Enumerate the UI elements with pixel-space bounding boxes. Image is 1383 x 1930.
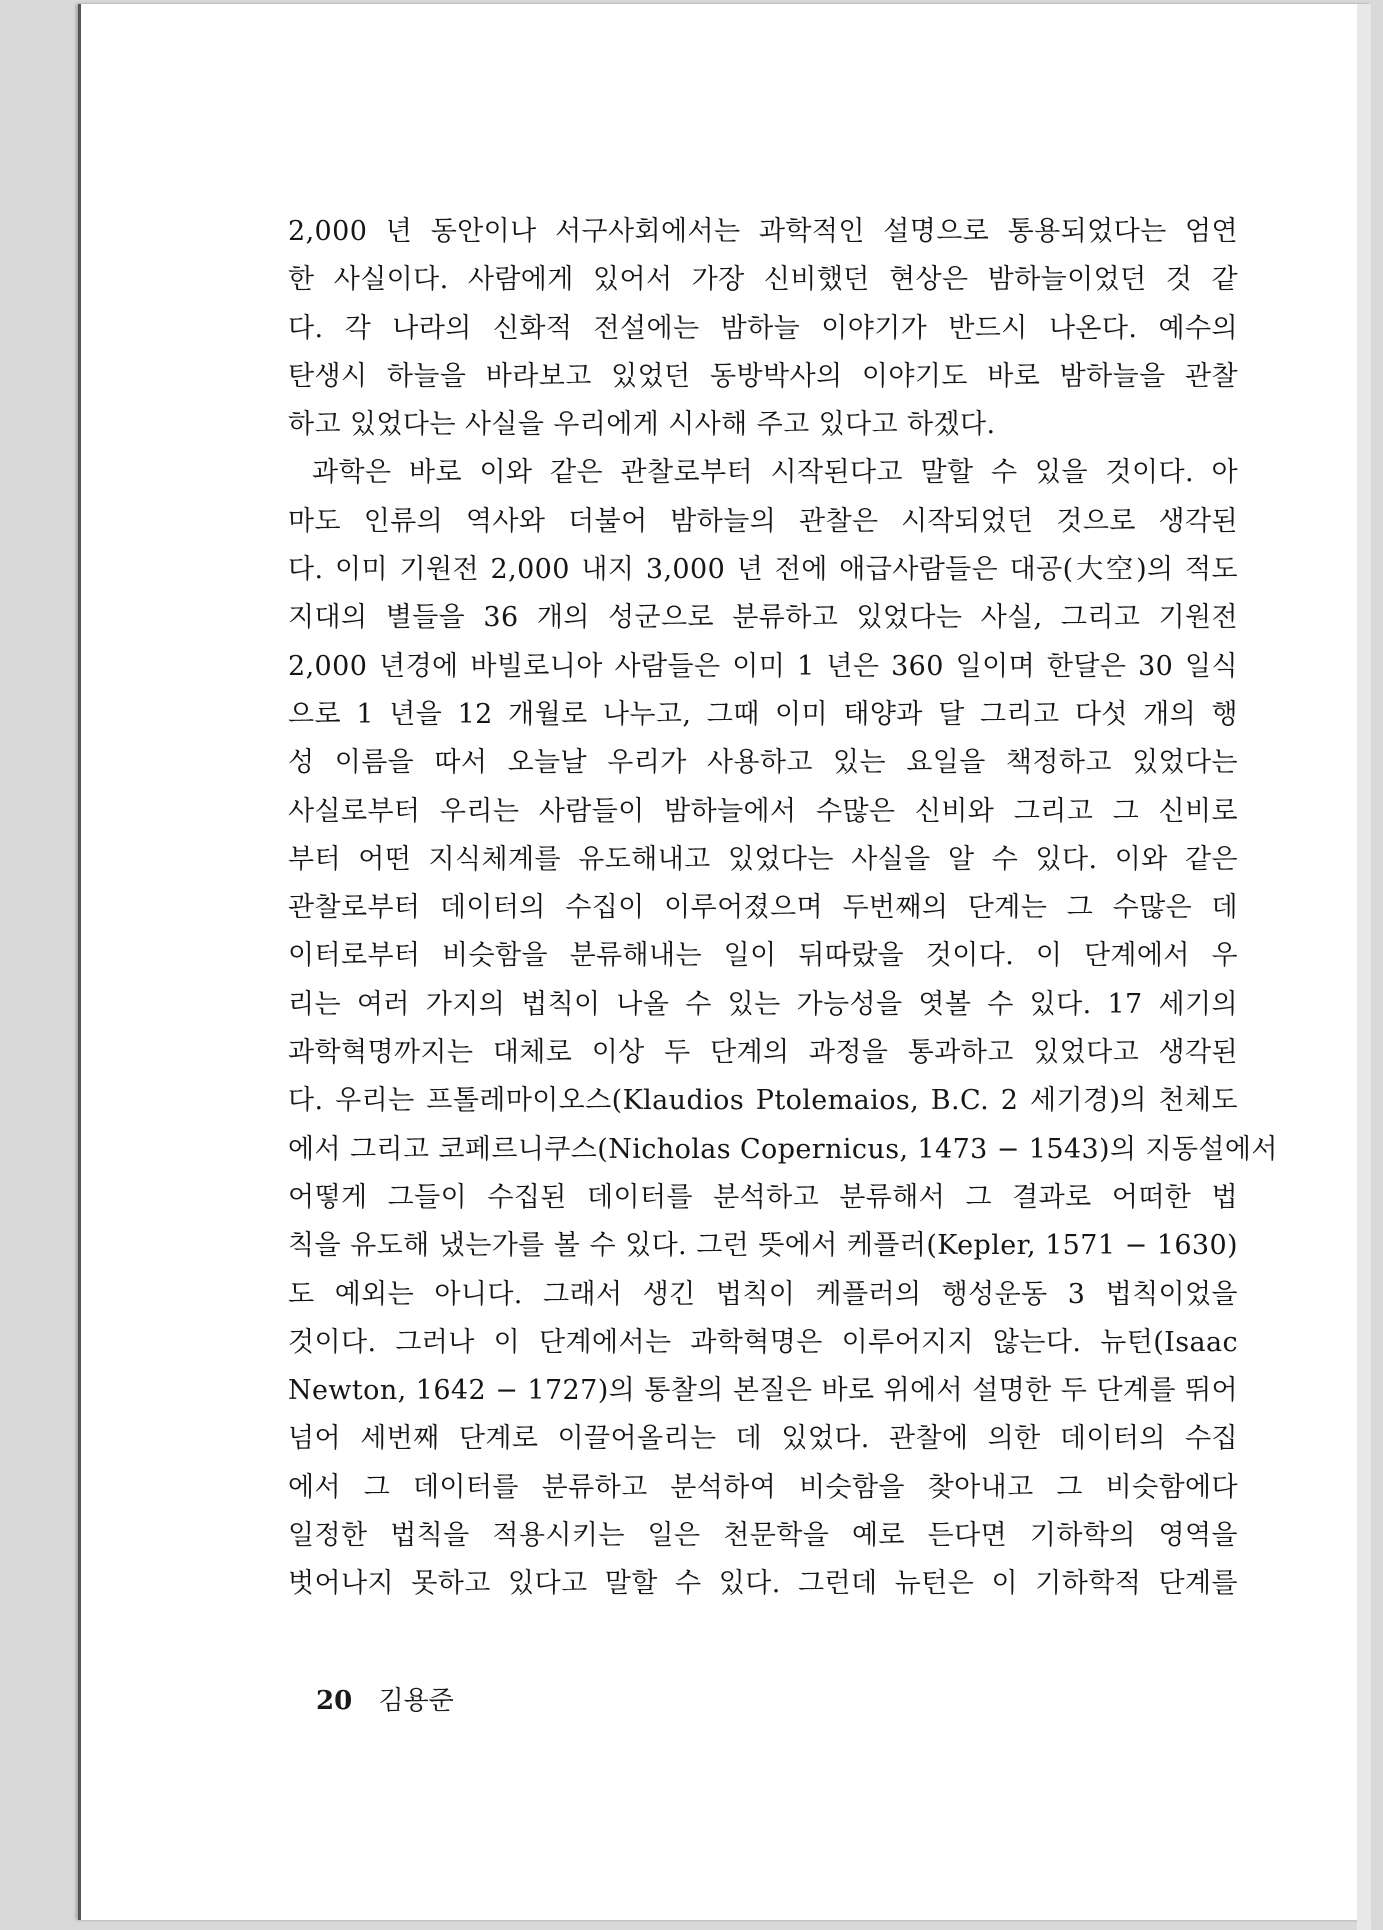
text-line: 다. 이미 기원전 2,000 내지 3,000 년 전에 애급사람들은 대공(大空)의 적도 <box>288 554 1238 586</box>
text-line: 벗어나지 못하고 있다고 말할 수 있다. 그런데 뉴턴은 이 기하학적 단계를 <box>288 1568 1238 1600</box>
text-line: 이터로부터 비슷함을 분류해내는 일이 뒤따랐을 것이다. 이 단계에서 우 <box>288 940 1238 972</box>
body-text <box>288 208 1278 1609</box>
text-line: Newton, 1642 − 1727)의 통찰의 본질은 바로 위에서 설명한 두 단계를 뛰어 <box>288 1375 1238 1407</box>
text-line: 과학혁명까지는 대체로 이상 두 단계의 과정을 통과하고 있었다고 생각된 <box>288 1037 1238 1069</box>
text-line: 성 이름을 따서 오늘날 우리가 사용하고 있는 요일을 책정하고 있었다는 <box>288 747 1238 779</box>
text-line: 넘어 세번째 단계로 이끌어올리는 데 있었다. 관찰에 의한 데이터의 수집 <box>288 1423 1238 1455</box>
page-edge <box>1357 4 1371 1930</box>
text-line: 한 사실이다. 사람에게 있어서 가장 신비했던 현상은 밤하늘이었던 것 같 <box>288 264 1238 296</box>
text-line: 부터 어떤 지식체계를 유도해내고 있었다는 사실을 알 수 있다. 이와 같은 <box>288 843 1238 875</box>
text-line: 에서 그리고 코페르니쿠스(Nicholas Copernicus, 1473 − 1543)의 지동설에서 <box>288 1133 1278 1165</box>
text-line: 도 예외는 아니다. 그래서 생긴 법칙이 케플러의 행성운동 3 법칙이었을 <box>288 1278 1238 1310</box>
text-line: 탄생시 하늘을 바라보고 있었던 동방박사의 이야기도 바로 밤하늘을 관찰 <box>288 360 1238 392</box>
page-number: 20 <box>316 1686 353 1716</box>
author-name: 김용준 <box>378 1686 454 1716</box>
text-line: 하고 있었다는 사실을 우리에게 시사해 주고 있다고 하겠다. <box>288 409 996 441</box>
text-line: 칙을 유도해 냈는가를 볼 수 있다. 그런 뜻에서 케플러(Kepler, 1571 − 1630) <box>288 1230 1238 1262</box>
text-line: 관찰로부터 데이터의 수집이 이루어졌으며 두번째의 단계는 그 수많은 데 <box>288 892 1238 924</box>
text-line: 것이다. 그러나 이 단계에서는 과학혁명은 이루어지지 않는다. 뉴턴(Isaac <box>288 1326 1238 1358</box>
text-line: 지대의 별들을 36 개의 성군으로 분류하고 있었다는 사실, 그리고 기원전 <box>288 602 1238 634</box>
text-line: 과학은 바로 이와 같은 관찰로부터 시작된다고 말할 수 있을 것이다. 아 <box>312 457 1238 489</box>
text-line: 마도 인류의 역사와 더불어 밤하늘의 관찰은 시작되었던 것으로 생각된 <box>288 505 1238 537</box>
text-line: 에서 그 데이터를 분류하고 분석하여 비슷함을 찾아내고 그 비슷함에다 <box>288 1471 1238 1503</box>
text-line: 2,000 년경에 바빌로니아 사람들은 이미 1 년은 360 일이며 한달은 30 일식 <box>288 650 1238 682</box>
text-line: 2,000 년 동안이나 서구사회에서는 과학적인 설명으로 통용되었다는 엄연 <box>288 216 1238 247</box>
text-line: 다. 각 나라의 신화적 전설에는 밤하늘 이야기가 반드시 나온다. 예수의 <box>288 312 1238 344</box>
page-footer <box>316 1680 454 1717</box>
text-line: 어떻게 그들이 수집된 데이터를 분석하고 분류해서 그 결과로 어떠한 법 <box>288 1181 1238 1213</box>
text-line: 리는 여러 가지의 법칙이 나올 수 있는 가능성을 엿볼 수 있다. 17 세기의 <box>288 988 1238 1020</box>
text-line: 일정한 법칙을 적용시키는 일은 천문학을 예로 든다면 기하학의 영역을 <box>288 1520 1238 1552</box>
text-line: 으로 1 년을 12 개월로 나누고, 그때 이미 태양과 달 그리고 다섯 개의 행 <box>288 698 1238 730</box>
text-line: 다. 우리는 프톨레마이오스(Klaudios Ptolemaios, B.C. 2 세기경)의 천체도 <box>288 1085 1238 1117</box>
text-line: 사실로부터 우리는 사람들이 밤하늘에서 수많은 신비와 그리고 그 신비로 <box>288 795 1238 827</box>
